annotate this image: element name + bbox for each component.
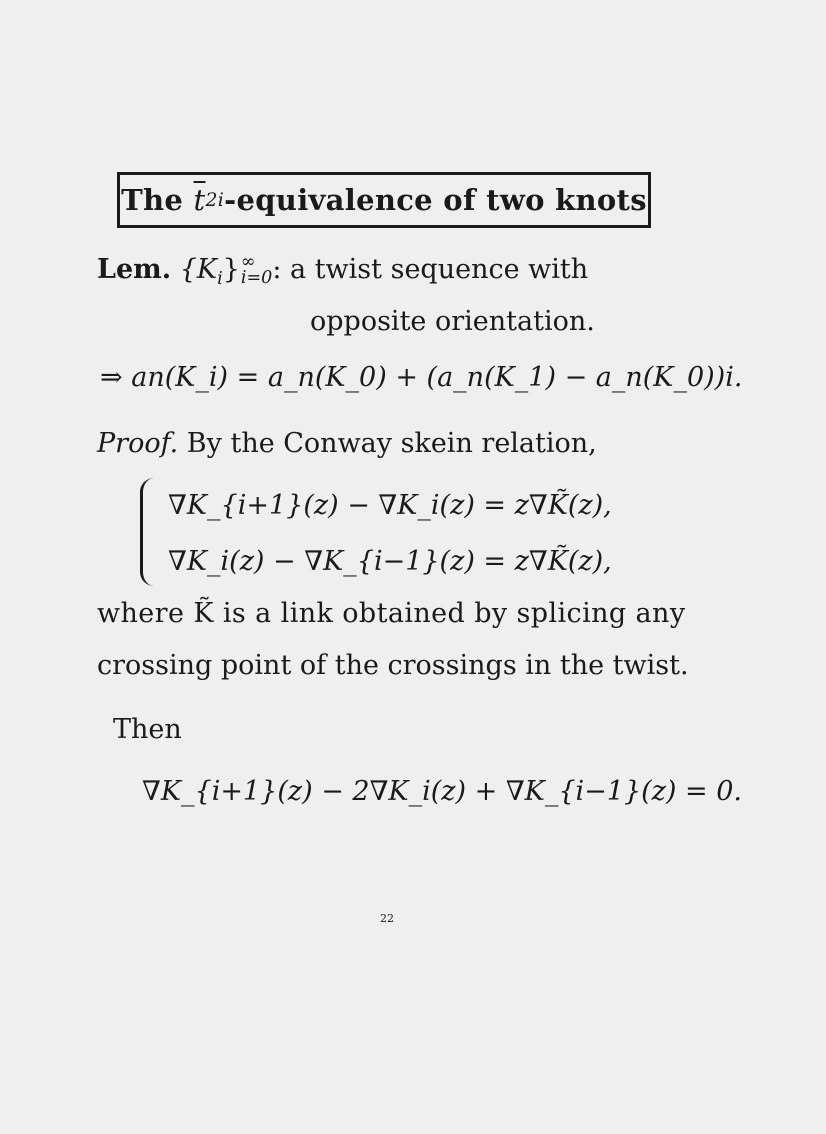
equation-1: ∇K_{i+1}(z) − ∇K_i(z) = z∇K̃(z), bbox=[168, 490, 612, 521]
proof-text: By the Conway skein relation, bbox=[178, 428, 597, 459]
lemma-implication bbox=[100, 362, 742, 393]
lemma-line2: opposite orientation. bbox=[310, 306, 595, 337]
final-equation: ∇K_{i+1}(z) − 2∇K_i(z) + ∇K_{i−1}(z) = 0. bbox=[142, 776, 742, 807]
title-symbol-sub: 2i bbox=[205, 189, 225, 211]
implication-formula: n(K_i) = a_n(K_0) + (a_n(K_1) − a_n(K_0))i. bbox=[147, 362, 743, 393]
then-text: Then bbox=[113, 714, 182, 745]
title-symbol: $\overline{t}$ bbox=[193, 183, 206, 217]
equation-2: ∇K_i(z) − ∇K_{i−1}(z) = z∇K̃(z), bbox=[168, 546, 612, 577]
page-number: 22 bbox=[380, 912, 394, 925]
lemma-set-close: } bbox=[222, 254, 240, 285]
lemma-set-sub: i bbox=[217, 269, 223, 290]
lemma-sup: ∞ bbox=[240, 251, 256, 272]
lemma-sub: i=0 bbox=[240, 267, 273, 288]
title-suffix: -equivalence of two knots bbox=[224, 183, 647, 217]
lemma-line1 bbox=[97, 251, 589, 290]
lemma-set-open: {K bbox=[179, 254, 218, 285]
proof-line bbox=[97, 428, 597, 459]
lemma-sup-sub bbox=[240, 251, 273, 288]
implication-start: ⇒ a bbox=[100, 362, 148, 393]
proof-label: Proof. bbox=[97, 428, 179, 459]
where-line1: where K̃ is a link obtained by splicing any bbox=[97, 598, 686, 629]
where-line2: crossing point of the crossings in the twist. bbox=[97, 650, 689, 681]
title-prefix: The bbox=[121, 183, 184, 217]
lemma-label: Lem. bbox=[97, 254, 172, 285]
slide-title bbox=[117, 172, 651, 228]
equation-brace bbox=[140, 478, 161, 586]
lemma-colon-text: : a twist sequence with bbox=[272, 254, 589, 285]
